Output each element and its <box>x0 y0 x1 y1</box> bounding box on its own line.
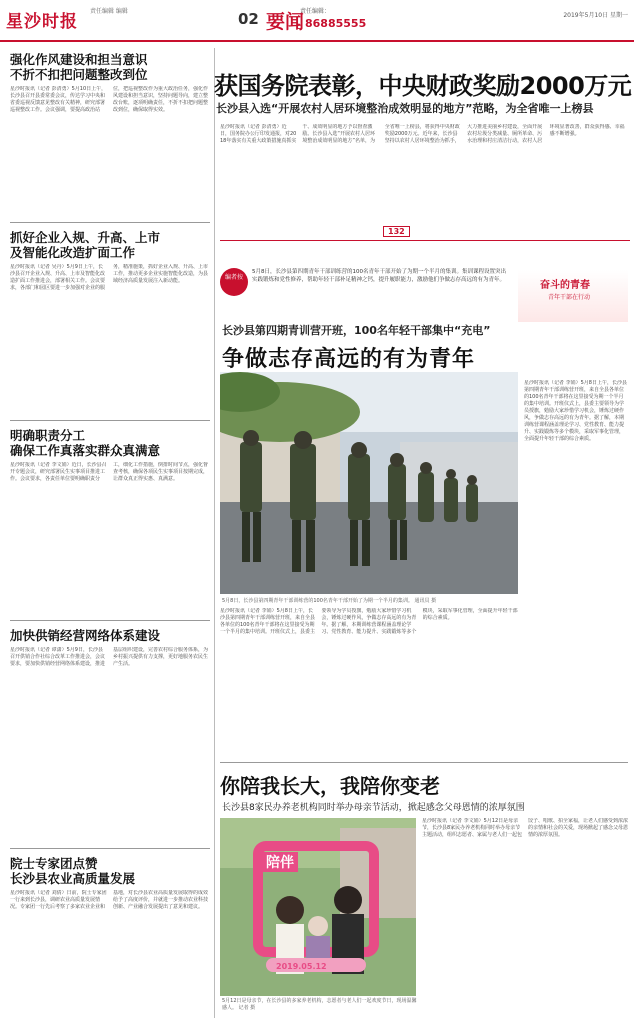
article-body: 星沙时报讯（记者 刘倩）日前，院士专家团一行来到长沙县，调研农业高质量发展情况。专家团一行先后考察了多家农业企业和基地，对长沙县农业高质量发展取得的成效给予了高度评价，并就进一步推动农业科技创新、产业融合发展提出了意见和建议。 <box>10 890 209 910</box>
hotline-number: 86885555 <box>305 17 367 30</box>
photo-frame-date: 2019.05.12 <box>276 962 327 971</box>
training-photo-image <box>220 372 518 594</box>
page-number: 02 <box>238 10 259 28</box>
article-title-line2: 不折不扣把问题整改到位 <box>10 67 148 82</box>
logo-subtext: 责任编辑 编辑 <box>90 8 128 15</box>
article-body: 星沙时报讯（记者 彭清勇）5月10日上午，长沙县召开县委常委会议，传达学习中央和省委巡视反馈意见整改有关精神，研究部署巡视整改工作。会议强调，要提高政治站位，把巡视整改作为重大政治任务，强化作风建设和担当意识，坚持问题导向，建立整改台账，逐项明确责任，不折不扣把问题整改到位，确保取得实效。 <box>10 86 209 113</box>
youth-camp-kicker: 长沙县第四期青训营开班，100名年轻干部集中“充电” <box>222 324 491 337</box>
divider <box>10 420 210 421</box>
photo-frame-label: 陪伴 <box>262 852 298 872</box>
article-body: 星沙时报讯（记者 谭潇）5月9日，长沙县召开供销合作社综合改革工作推进会，会议要求，要加快供销经营网络体系建设，推进基层组织建设，完善农村综合服务体系，为乡村振兴提供有力支撑，更好地服务农民生产生活。 <box>10 647 209 667</box>
divider <box>220 762 628 763</box>
lead-body: 星沙时报讯（记者 彭清勇）近日，国务院办公厅印发通报，对2018年落实有关重大政策措施真抓实干、成效明显的地方予以督查激励。长沙县入选“开展农村人居环境整治成效明显的地方”名单，为全省唯一上榜县，将获得中央财政奖励2000万元。近年来，长沙县坚持以农村人居环境整治为抓手，大力推进美丽乡村建设，全面开展农村垃圾分类减量、厕所革命、污水治理和村庄清洁行动，农村人居环境显著改善，群众获得感、幸福感不断增强。 <box>220 124 625 144</box>
mothers-day-photo-caption: 5月12日是母亲节，在长沙县的多家养老机构，志愿者与老人们一起欢度节日，现场温馨感人。 记者 摄 <box>222 998 417 1011</box>
editor-note-tag: 编者按 <box>220 268 248 296</box>
article-responsibility <box>10 428 210 602</box>
article-title-line1: 院士专家团点赞 <box>10 856 98 871</box>
mothers-day-headline: 你陪我长大，我陪你变老 <box>220 774 440 798</box>
article-body: 星沙时报讯（记者 李文娟）近日，长沙县召开专题会议，研究部署民生实事项目推进工作。会议要求，各责任单位要明确职责分工，细化工作措施，倒排时间节点，强化督查考核，确保各项民生实事项目按期完成，让群众真正得实惠、真满意。 <box>10 462 209 482</box>
column-rule <box>214 48 215 1018</box>
article-title-line1: 抓好企业入规、升高、上市 <box>10 230 161 245</box>
pull-number: 132 <box>383 226 410 237</box>
mothers-day-body: 星沙时报讯（记者 李文娟）5月12日是母亲节，长沙县8家民办养老机构同时举办母亲节主题活动，组织志愿者、家属与老人们一起包饺子、唱歌、拍全家福，让老人们感受到浓浓的亲情和社会的关爱，现场掀起了感念父母恩情的浓厚氛围。 <box>422 818 628 838</box>
article-title-line2: 长沙县农业高质量发展 <box>10 871 136 886</box>
divider <box>10 620 210 621</box>
editor-line: 责任编辑： <box>300 8 331 15</box>
section-name: 要闻 <box>266 11 305 33</box>
article-title: 加快供销经营网络体系建设 <box>10 628 161 643</box>
editor-note: 5月8日，长沙县第四期青年干部训练营的100名青年干部开始了为期一个半月的集训。集训课程设置突出实践锻炼和党性修养，帮助年轻干部补足精神之钙，提升履职能力，激励他们争做志存高远的有为青年。 <box>252 269 506 283</box>
divider <box>10 222 210 223</box>
article-academician <box>10 856 210 1010</box>
red-rule <box>220 240 630 241</box>
issue-date: 2019年5月10日 星期一 <box>563 12 628 19</box>
article-title-line1: 强化作风建设和担当意识 <box>10 52 148 67</box>
youth-camp-body: 星沙时报讯（记者 李娟）5月8日上午，长沙县第四期青年干部训练营开班，来自全县各单位的100名青年干部将在这里接受为期一个半月的集中培训。开班仪式上，县委主要领导为学员授旗，勉励大家珍惜学习机会，锤炼过硬作风，争做志存高远的有为青年。据了解，本期训练营课程涵盖理论学习、党性教育、能力提升、实践锻炼等多个模块，采取军事化管理，全面提升年轻干部的综合素质。 <box>220 608 518 635</box>
article-title-line2: 确保工作真落实群众真满意 <box>10 443 161 458</box>
youth-camp-headline: 争做志存高远的有为青年 <box>222 347 476 372</box>
lead-subheadline: 长沙县入选“开展农村人居环境整治成效明显的地方”范略，为全省唯一上榜县 <box>216 102 594 115</box>
article-supply <box>10 628 210 847</box>
divider <box>10 848 210 849</box>
article-title-line2: 及智能化改造扩面工作 <box>10 245 136 260</box>
lead-headline: 获国务院表彰，中央财政奖励2000万元 <box>214 72 632 100</box>
youth-camp-body-continued: 星沙时报讯（记者 李娟）5月8日上午，长沙县第四期青年干部训练营开班，来自全县各单位的100名青年干部将在这里接受为期一个半月的集中培训。开班仪式上，县委主要领导为学员授旗，勉励大家珍惜学习机会，锤炼过硬作风，争做志存高远的有为青年。据了解，本期训练营课程涵盖理论学习、党性教育、能力提升、实践锻炼等多个模块，采取军事化管理，全面提升年轻干部的综合素质。 <box>524 380 627 442</box>
article-rectification <box>10 52 210 198</box>
article-enterprise <box>10 230 210 399</box>
newspaper-logo: 星沙时报 <box>6 12 78 32</box>
badge-subtitle: 青年干部在行动 <box>548 294 591 301</box>
mothers-day-subheadline: 长沙县8家民办养老机构同时举办母亲节活动，掀起感念父母恩情的浓厚氛围 <box>222 803 525 813</box>
training-photo <box>220 372 518 594</box>
training-photo-caption: 5月8日，长沙县第四期青年干部训练营的100名青年干部开始了为期一个半月的集训。 通讯员 摄 <box>222 598 437 604</box>
article-body: 星沙时报讯（记者 吴丹）5月9日上午，长沙县召开企业入规、升高、上市及智能化改造扩面工作推进会，部署相关工作。会议要求，各部门和园区要进一步加强对企业的服务，精准施策，抓好企业入规、升高、上市工作，推动更多企业实施智能化改造，为县域经济高质量发展注入新动能。 <box>10 264 209 291</box>
article-title-line1: 明确职责分工 <box>10 428 86 443</box>
badge-title: 奋斗的青春 <box>540 280 590 291</box>
